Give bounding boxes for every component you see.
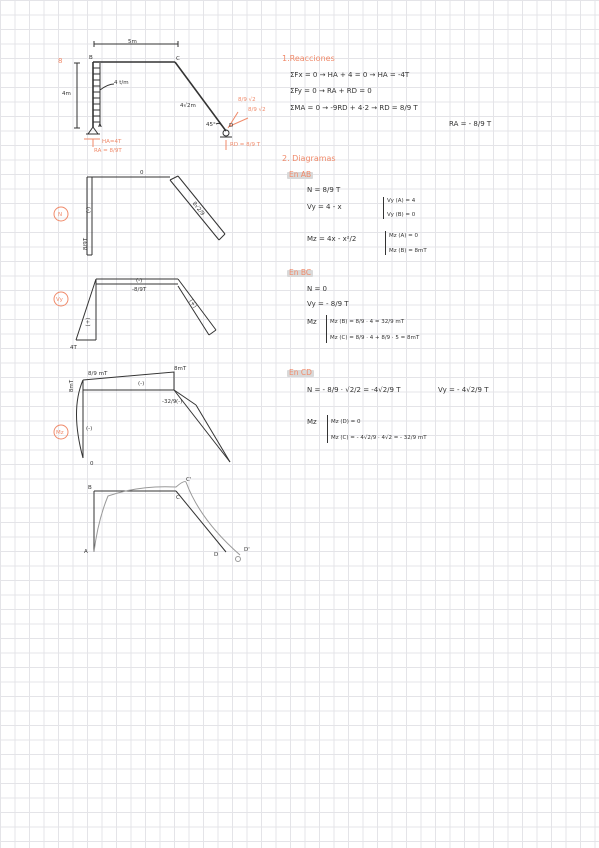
mz-left-value: 8mT [69, 379, 76, 393]
deformed-diagram [94, 491, 226, 552]
angle-label: 45° [206, 122, 216, 128]
ra-label: RA = 8/9T [94, 148, 122, 154]
n-ab-value: 8/9T [83, 237, 90, 251]
section-bc-title: En BC [289, 268, 312, 277]
cd-force-label-b: 8/9 √2 [248, 107, 266, 113]
ab-vy-b: Vy (B) = 0 [387, 212, 416, 218]
reactions-title: 1.Reacciones [282, 54, 335, 63]
rd-label: RD = 8/9 T [230, 142, 261, 148]
node-c: C [176, 56, 180, 62]
def-node-d: D [214, 552, 219, 558]
bc-mz-brace [326, 315, 327, 343]
ab-vy-a: Vy (A) = 4 [387, 198, 416, 204]
vy-ab-value: 4T [70, 345, 77, 351]
bc-vy: Vy = - 8/9 T [307, 300, 349, 308]
load-label: 4 t/m [114, 80, 129, 86]
mz-top-left-value: 8/9 mT [88, 371, 108, 377]
n-ab-sign: (-) [86, 206, 93, 214]
cd-mz-brace [327, 415, 328, 443]
bc-mz-c: Mz (C) = 8/9 · 4 + 8/9 · 5 = 8mT [330, 335, 420, 341]
cd-vy: Vy = - 4√2/9 T [438, 386, 489, 394]
ab-vy: Vy = 4 - x [307, 203, 342, 211]
n-bc-value: 0 [140, 170, 144, 176]
mz-bottom-value: 0 [90, 461, 94, 467]
def-node-c: C [176, 495, 180, 501]
cd-mz-d: Mz (D) = 0 [331, 419, 361, 425]
ab-vy-brace [383, 197, 384, 219]
problem-number: 8 [58, 57, 63, 65]
vy-cd-sign: (+) [187, 298, 198, 310]
section-cd-title: En CD [289, 368, 312, 377]
bc-mz: Mz [307, 318, 317, 326]
mz-ab-sign: (-) [86, 426, 93, 432]
node-a: A [98, 123, 102, 129]
distributed-load-arrows [93, 68, 100, 122]
def-node-c-prime: C' [186, 477, 192, 483]
node-b: B [89, 55, 93, 61]
circle-n-label: N [58, 212, 63, 218]
ha-label: HA=4T [102, 139, 122, 145]
vy-bc-value: -8/9T [132, 287, 147, 293]
n-cd-value: 8√2/9 [190, 200, 206, 218]
bc-n: N = 0 [307, 285, 328, 293]
bc-mz-b: Mz (B) = 8/9 · 4 = 32/9 mT [330, 319, 405, 325]
load-label-leader [100, 84, 114, 90]
vy-ab-sign: (+) [85, 317, 92, 327]
mz-diagram [77, 372, 231, 462]
ab-mz: Mz = 4x - x²/2 [307, 235, 357, 243]
circle-mz-label: Mz [56, 430, 64, 436]
def-node-b: B [88, 485, 92, 491]
mz-bc-sign: (-) [138, 381, 145, 387]
mz-top-right-value: 8mT [174, 366, 187, 372]
cd-mz: Mz [307, 418, 317, 426]
ab-n: N = 8/9 T [307, 186, 341, 194]
circle-vy-label: Vy [56, 297, 63, 303]
eq-sum-ma: ΣMA = 0 → -9RD + 4·2 → RD = 8/9 T [290, 104, 418, 112]
member-length-label: 4√2m [180, 103, 196, 109]
eq-sum-fx: ΣFx = 0 → HA + 4 = 0 → HA = -4T [290, 71, 410, 79]
mz-cd-sign: (-) [176, 399, 183, 405]
def-node-a: A [84, 549, 88, 555]
cd-force-label-a: 8/9 √2 [238, 97, 256, 103]
ab-mz-brace [385, 231, 386, 255]
mz-right-value: -32/9 [162, 399, 177, 405]
eq-ra: RA = - 8/9 T [449, 120, 492, 128]
dim-left-label: 4m [62, 91, 71, 97]
cd-mz-c: Mz (C) = - 4√2/9 · 4√2 = - 32/9 mT [331, 435, 427, 441]
deformed-shape-curve [94, 482, 241, 562]
n-diagram [87, 176, 225, 255]
def-node-d-prime: D' [244, 547, 250, 553]
node-d: D [229, 123, 234, 129]
member-cd [175, 62, 226, 131]
cd-n: N = - 8/9 · √2/2 = -4√2/9 T [307, 386, 401, 394]
eq-sum-fy: ΣFy = 0 → RA + RD = 0 [290, 87, 372, 95]
ab-mz-b: Mz (B) = 8mT [389, 248, 427, 254]
support-a [88, 127, 98, 134]
dim-top-label: 5m [128, 39, 137, 45]
section-ab-title: En AB [289, 170, 312, 179]
diagrams-title: 2. Diagramas [282, 154, 336, 163]
ab-mz-a: Mz (A) = 0 [389, 233, 419, 239]
vy-bc-sign: (-) [136, 278, 143, 284]
